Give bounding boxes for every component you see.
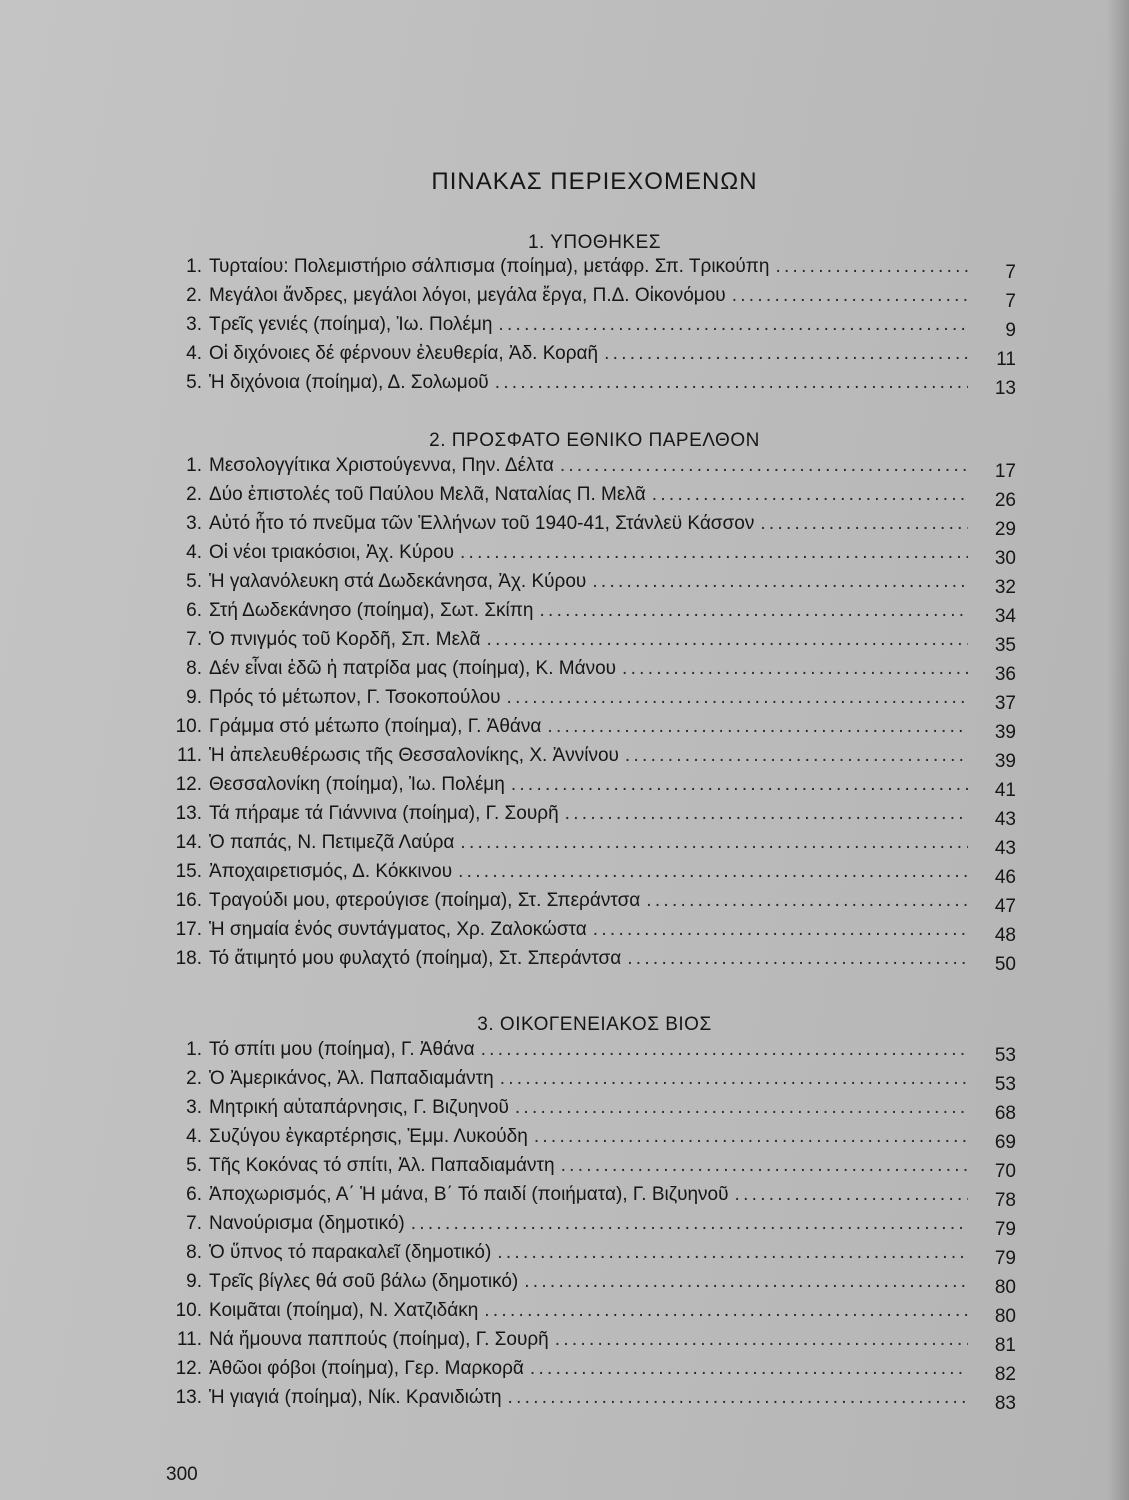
toc-entry: 8. Ὁ ὕπνος τό παρακαλεῖ (δημοτικό) . . . 79 xyxy=(0,1242,1129,1271)
page-ref: 30 xyxy=(994,548,1016,569)
page-ref: 41 xyxy=(994,780,1016,801)
toc-entry: 13. Τά πήραμε τά Γιάννινα (ποίημα), Γ. Σουρῆ . . . 43 xyxy=(0,803,1129,832)
page-ref: 43 xyxy=(994,838,1016,859)
page-ref: 81 xyxy=(994,1335,1016,1356)
toc-entry: 6. Στή Δωδεκάνησο (ποίημα), Σωτ. Σκίπη . . . 34 xyxy=(0,600,1129,629)
leader-dots xyxy=(735,1184,968,1206)
page-ref: 32 xyxy=(994,577,1016,598)
leader-dots xyxy=(484,1300,968,1322)
toc-entry: 6. Ἀποχωρισμός, Α΄ Ἡ μάνα, Β΄ Τό παιδί (ποιήματα), Γ. Βιζυηνοῦ . . . 78 xyxy=(0,1184,1129,1213)
page-ref: 82 xyxy=(994,1364,1016,1385)
page-ref: 70 xyxy=(994,1161,1016,1182)
leader-dots xyxy=(411,1213,968,1235)
page-ref: 80 xyxy=(994,1306,1016,1327)
page-ref: 13 xyxy=(994,378,1016,399)
toc-entry: 4. Οἱ διχόνοιες δέ φέρνουν ἐλευθερία, Ἀδ. Κοραῆ . . . 11 xyxy=(0,343,1129,372)
toc-entry: 8. Δέν εἶναι ἐδῶ ἡ πατρίδα μας (ποίημα), Κ. Μάνου . . . 36 xyxy=(0,658,1129,687)
toc-entry: 3. Αὐτό ἦτο τό πνεῦμα τῶν Ἑλλήνων τοῦ 1940-41, Στάνλεϋ Κάσσον . . . 29 xyxy=(0,513,1129,542)
leader-dots xyxy=(495,372,968,394)
section-heading-1: 1. ΥΠΟΘΗΚΕΣ xyxy=(527,232,662,253)
toc-entry: 4. Οἱ νέοι τριακόσιοι, Ἀχ. Κύρου . . . 30 xyxy=(0,542,1129,571)
toc-entry: 13. Ἡ γιαγιά (ποίημα), Νίκ. Κρανιδιώτη . . . 83 xyxy=(0,1387,1129,1416)
leader-dots xyxy=(625,745,968,767)
toc-entry: 1. Τυρταίου: Πολεμιστήριο σάλπισμα (ποίημα), μετάφρ. Σπ. Τρικούπη . . . 7 xyxy=(0,256,1129,285)
toc-entry: 2. Δύο ἐπιστολές τοῦ Παύλου Μελᾶ, Ναταλίας Π. Μελᾶ . . . 26 xyxy=(0,484,1129,513)
leader-dots xyxy=(515,1097,968,1119)
toc-entry: 4. Συζύγου ἐγκαρτέρησις, Ἐμμ. Λυκούδη . . . 69 xyxy=(0,1126,1129,1155)
leader-dots xyxy=(604,343,968,365)
page-ref: 37 xyxy=(994,693,1016,714)
toc-entry: 15. Ἀποχαιρετισμός, Δ. Κόκκινου . . . 46 xyxy=(0,861,1129,890)
page-ref: 46 xyxy=(994,867,1016,888)
page-ref: 79 xyxy=(994,1219,1016,1240)
toc-entry: 16. Τραγούδι μου, φτερούγισε (ποίημα), Στ. Σπεράντσα . . . 47 xyxy=(0,890,1129,919)
page-ref: 43 xyxy=(994,809,1016,830)
toc-entry: 11. Νά ἤμουνα παππούς (ποίημα), Γ. Σουρῆ . . . 81 xyxy=(0,1329,1129,1358)
page-ref: 39 xyxy=(994,722,1016,743)
page-ref: 83 xyxy=(994,1393,1016,1414)
page-ref: 9 xyxy=(1005,320,1016,341)
leader-dots xyxy=(508,1387,968,1409)
page-ref: 78 xyxy=(994,1190,1016,1211)
section-1-list xyxy=(0,256,1129,401)
leader-dots xyxy=(460,542,968,564)
leader-dots xyxy=(458,861,968,883)
page-ref: 29 xyxy=(994,519,1016,540)
leader-dots xyxy=(497,1242,968,1264)
page-ref: 35 xyxy=(994,635,1016,656)
page-ref: 17 xyxy=(994,461,1016,482)
leader-dots xyxy=(481,1039,968,1061)
page-ref: 11 xyxy=(996,349,1016,370)
toc-entry: 17. Ἡ σημαία ἑνός συντάγματος, Χρ. Ζαλοκώστα . . . 48 xyxy=(0,919,1129,948)
toc-entry: 11. Ἡ ἀπελευθέρωσις τῆς Θεσσαλονίκης, Χ. Ἀννίνου . . . 39 xyxy=(0,745,1129,774)
leader-dots xyxy=(593,919,968,941)
toc-entry: 3. Τρεῖς γενιές (ποίημα), Ἰω. Πολέμη . . . 9 xyxy=(0,314,1129,343)
leader-dots xyxy=(530,1358,968,1380)
leader-dots xyxy=(732,285,968,307)
toc-entry: 5. Ἡ διχόνοια (ποίημα), Δ. Σολωμοῦ . . . 13 xyxy=(0,372,1129,401)
page-ref: 7 xyxy=(1005,262,1016,283)
leader-dots xyxy=(460,832,968,854)
leader-dots xyxy=(622,658,968,680)
page-ref: 36 xyxy=(994,664,1016,685)
page-ref: 39 xyxy=(994,751,1016,772)
leader-dots xyxy=(652,484,968,506)
toc-entry: 12. Θεσσαλονίκη (ποίημα), Ἰω. Πολέμη . . . 41 xyxy=(0,774,1129,803)
page-ref: 50 xyxy=(994,954,1016,975)
toc-entry: 7. Ὁ πνιγμός τοῦ Κορδῆ, Σπ. Μελᾶ . . . 35 xyxy=(0,629,1129,658)
leader-dots xyxy=(507,687,968,709)
toc-entry: 5. Τῆς Κοκόνας τό σπίτι, Ἀλ. Παπαδιαμάντη . . . 70 xyxy=(0,1155,1129,1184)
toc-entry: 10. Κοιμᾶται (ποίημα), Ν. Χατζιδάκη . . . 80 xyxy=(0,1300,1129,1329)
toc-entry: 2. Ὁ Ἀμερικάνος, Ἀλ. Παπαδιαμάντη . . . 53 xyxy=(0,1068,1129,1097)
leader-dots xyxy=(487,629,968,651)
leader-dots xyxy=(627,948,968,970)
leader-dots xyxy=(539,600,968,622)
leader-dots xyxy=(592,571,968,593)
leader-dots xyxy=(565,803,968,825)
leader-dots xyxy=(500,1068,968,1090)
page-ref: 68 xyxy=(994,1103,1016,1124)
page-ref: 53 xyxy=(994,1045,1016,1066)
page-ref: 47 xyxy=(994,896,1016,917)
toc-entry: 9. Πρός τό μέτωπον, Γ. Τσοκοπούλου . . . 37 xyxy=(0,687,1129,716)
toc-entry: 5. Ἡ γαλανόλευκη στά Δωδεκάνησα, Ἀχ. Κύρου . . . 32 xyxy=(0,571,1129,600)
page-ref: 7 xyxy=(1005,291,1016,312)
toc-entry: 18. Τό ἄτιμητό μου φυλαχτό (ποίημα), Στ. Σπεράντσα . . . 50 xyxy=(0,948,1129,977)
section-3-list xyxy=(0,1039,1129,1416)
toc-entry: 1. Μεσολογγίτικα Χριστούγεννα, Πην. Δέλτα . . . 17 xyxy=(0,455,1129,484)
toc-entry: 12. Ἀθῶοι φόβοι (ποίημα), Γερ. Μαρκορᾶ . . . 82 xyxy=(0,1358,1129,1387)
page-ref: 34 xyxy=(994,606,1016,627)
leader-dots xyxy=(560,455,968,477)
leader-dots xyxy=(646,890,968,912)
leader-dots xyxy=(760,513,968,535)
toc-entry: 1. Τό σπίτι μου (ποίημα), Γ. Ἀθάνα . . . 53 xyxy=(0,1039,1129,1068)
toc-entry: 7. Νανούρισμα (δημοτικό) . . . 79 xyxy=(0,1213,1129,1242)
toc-entry: 9. Τρεῖς βίγλες θά σοῦ βάλω (δημοτικό) . . . 80 xyxy=(0,1271,1129,1300)
page-ref: 79 xyxy=(994,1248,1016,1269)
leader-dots xyxy=(534,1126,968,1148)
leader-dots xyxy=(775,256,968,278)
leader-dots xyxy=(524,1271,968,1293)
leader-dots xyxy=(498,314,968,336)
page-ref: 48 xyxy=(994,925,1016,946)
page-ref: 53 xyxy=(994,1074,1016,1095)
toc-entry: 2. Μεγάλοι ἄνδρες, μεγάλοι λόγοι, μεγάλα ἔργα, Π.Δ. Οἰκονόμου . . . 7 xyxy=(0,285,1129,314)
section-heading-3: 3. ΟΙΚΟΓΕΝΕΙΑΚΟΣ ΒΙΟΣ xyxy=(477,1014,712,1035)
leader-dots xyxy=(555,1329,968,1351)
leader-dots xyxy=(511,774,968,796)
leader-dots xyxy=(561,1155,968,1177)
toc-entry: 14. Ὁ παπάς, Ν. Πετιμεζᾶ Λαύρα . . . 43 xyxy=(0,832,1129,861)
page-ref: 26 xyxy=(994,490,1016,511)
leader-dots xyxy=(547,716,968,738)
toc-entry: 10. Γράμμα στό μέτωπο (ποίημα), Γ. Ἀθάνα . . . 39 xyxy=(0,716,1129,745)
page-number: 300 xyxy=(166,1464,198,1485)
page-ref: 69 xyxy=(994,1132,1016,1153)
page-ref: 80 xyxy=(994,1277,1016,1298)
page-title: ΠΙΝΑΚΑΣ ΠΕΡΙΕΧΟΜΕΝΩΝ xyxy=(431,168,758,195)
toc-entry: 3. Μητρική αὐταπάρνησις, Γ. Βιζυηνοῦ . . . 68 xyxy=(0,1097,1129,1126)
section-heading-2: 2. ΠΡΟΣΦΑΤΟ ΕΘΝΙΚΟ ΠΑΡΕΛΘΟΝ xyxy=(429,430,760,451)
section-2-list xyxy=(0,455,1129,977)
